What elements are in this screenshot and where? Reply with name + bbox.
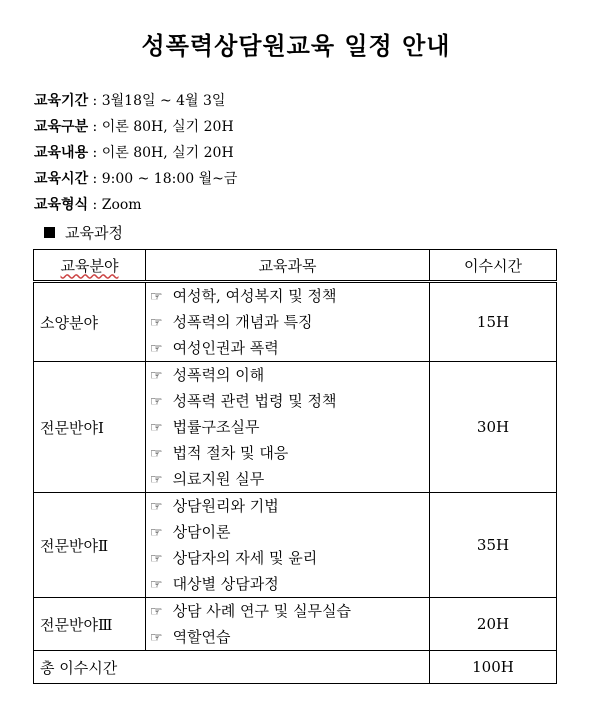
info-label: 교육시간 bbox=[34, 171, 89, 187]
info-row-type bbox=[34, 114, 237, 140]
header-category: 교육분야 bbox=[34, 250, 146, 282]
pointing-hand-icon: ☞ bbox=[150, 368, 163, 384]
pointing-hand-icon: ☞ bbox=[150, 341, 163, 357]
pointing-hand-icon: ☞ bbox=[150, 551, 163, 567]
table-body bbox=[34, 282, 557, 684]
info-value: : 9:00 ~ 18:00 월~금 bbox=[88, 171, 238, 187]
header-courses: 교육과목 bbox=[146, 250, 430, 282]
info-block bbox=[34, 88, 237, 218]
page-title: 성폭력상담원교육 일정 안내 bbox=[141, 31, 451, 60]
info-row-content bbox=[34, 140, 237, 166]
pointing-hand-icon: ☞ bbox=[150, 472, 163, 488]
total-label: 총 이수시간 bbox=[34, 651, 430, 684]
course-label: 여성학, 여성복지 및 정책 bbox=[172, 287, 337, 305]
course-item bbox=[150, 414, 429, 440]
course-item bbox=[150, 598, 429, 624]
hours-cell: 20H bbox=[430, 598, 557, 651]
course-item bbox=[150, 624, 429, 650]
info-row-format bbox=[34, 192, 237, 218]
course-label: 대상별 상담과정 bbox=[172, 575, 279, 593]
info-label: 교육기간 bbox=[34, 93, 89, 109]
info-label: 교육내용 bbox=[34, 145, 89, 161]
category-cell: 소양분야 bbox=[34, 282, 146, 362]
course-item bbox=[150, 362, 429, 388]
course-item bbox=[150, 466, 429, 492]
info-value: : 3월18일 ~ 4월 3일 bbox=[88, 93, 226, 109]
courses-cell bbox=[146, 362, 430, 493]
course-item bbox=[150, 519, 429, 545]
course-label: 법률구조실무 bbox=[172, 418, 260, 436]
course-label: 성폭력의 개념과 특징 bbox=[172, 313, 313, 331]
table-row bbox=[34, 282, 557, 362]
course-item bbox=[150, 335, 429, 361]
info-row-time bbox=[34, 166, 237, 192]
courses-cell bbox=[146, 598, 430, 651]
info-value: : Zoom bbox=[88, 197, 142, 213]
course-item bbox=[150, 388, 429, 414]
course-item bbox=[150, 440, 429, 466]
square-bullet-icon bbox=[44, 227, 55, 238]
total-hours: 100H bbox=[430, 651, 557, 684]
pointing-hand-icon: ☞ bbox=[150, 525, 163, 541]
table-header-row bbox=[34, 250, 557, 282]
course-item bbox=[150, 493, 429, 519]
section-heading-text: 교육과정 bbox=[65, 224, 123, 242]
table-row bbox=[34, 493, 557, 598]
table-row bbox=[34, 362, 557, 493]
table-row bbox=[34, 598, 557, 651]
curriculum-table bbox=[33, 249, 557, 684]
pointing-hand-icon: ☞ bbox=[150, 577, 163, 593]
pointing-hand-icon: ☞ bbox=[150, 420, 163, 436]
category-cell: 전문반야Ⅲ bbox=[34, 598, 146, 651]
total-row bbox=[34, 651, 557, 684]
course-label: 성폭력 관련 법령 및 정책 bbox=[172, 392, 337, 410]
pointing-hand-icon: ☞ bbox=[150, 630, 163, 646]
course-label: 법적 절차 및 대응 bbox=[172, 444, 289, 462]
course-label: 성폭력의 이해 bbox=[172, 366, 265, 384]
hours-cell: 30H bbox=[430, 362, 557, 493]
course-item bbox=[150, 545, 429, 571]
header-hours: 이수시간 bbox=[430, 250, 557, 282]
course-label: 역할연습 bbox=[172, 628, 231, 646]
course-label: 여성인권과 폭력 bbox=[172, 339, 279, 357]
category-cell: 전문반야Ⅰ bbox=[34, 362, 146, 493]
pointing-hand-icon: ☞ bbox=[150, 499, 163, 515]
course-item bbox=[150, 309, 429, 335]
info-label: 교육형식 bbox=[34, 197, 89, 213]
hours-cell: 35H bbox=[430, 493, 557, 598]
info-label: 교육구분 bbox=[34, 119, 89, 135]
course-label: 상담자의 자세 및 윤리 bbox=[172, 549, 318, 567]
course-item bbox=[150, 283, 429, 309]
course-item bbox=[150, 571, 429, 597]
courses-cell bbox=[146, 282, 430, 362]
category-cell: 전문반야Ⅱ bbox=[34, 493, 146, 598]
course-label: 상담원리와 기법 bbox=[172, 497, 279, 515]
hours-cell: 15H bbox=[430, 282, 557, 362]
course-label: 상담이론 bbox=[172, 523, 231, 541]
info-row-period bbox=[34, 88, 237, 114]
course-label: 상담 사례 연구 및 실무실습 bbox=[172, 602, 352, 620]
info-value: : 이론 80H, 실기 20H bbox=[88, 119, 234, 135]
pointing-hand-icon: ☞ bbox=[150, 394, 163, 410]
pointing-hand-icon: ☞ bbox=[150, 315, 163, 331]
info-value: : 이론 80H, 실기 20H bbox=[88, 145, 234, 161]
pointing-hand-icon: ☞ bbox=[150, 289, 163, 305]
section-heading bbox=[44, 222, 123, 243]
pointing-hand-icon: ☞ bbox=[150, 604, 163, 620]
course-label: 의료지원 실무 bbox=[172, 470, 265, 488]
courses-cell bbox=[146, 493, 430, 598]
pointing-hand-icon: ☞ bbox=[150, 446, 163, 462]
